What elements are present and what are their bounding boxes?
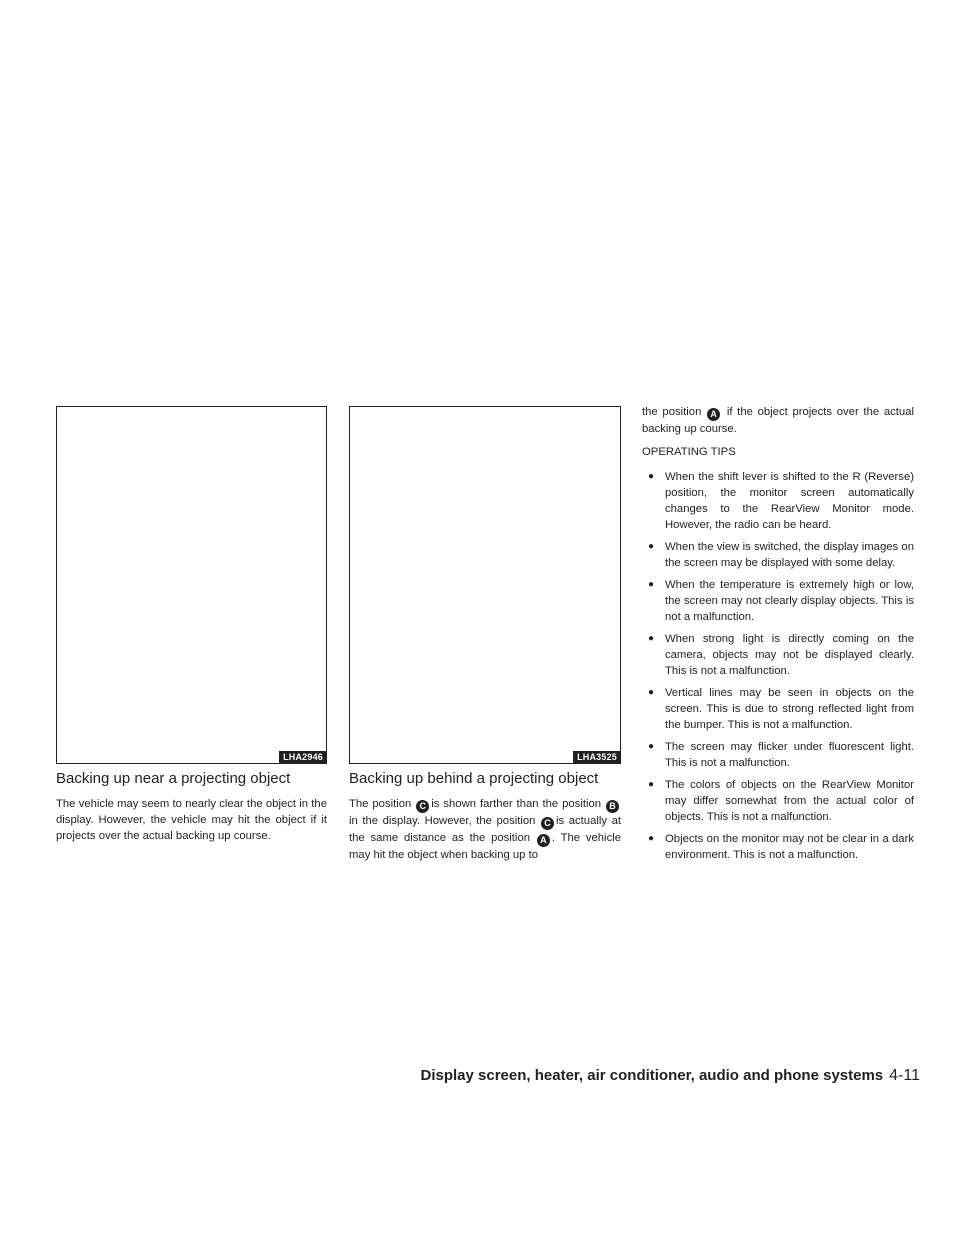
tip-item [642,539,914,571]
middle-paragraph [349,796,621,863]
operating-tips-list [642,469,914,869]
bullet-icon: ● [648,633,655,644]
bullet-icon: ● [648,579,655,590]
tip-text: Objects on the monitor may not be clear in a dark environment. This is not a malfunction. [665,833,914,861]
tip-text: The colors of objects on the RearView Monitor may differ somewhat from the actual color of objects. This is not a malfunction. [665,779,914,823]
bullet-icon: ● [648,687,655,698]
page-number: 4-11 [889,1067,920,1084]
tip-item [642,831,914,863]
figure-lha3525 [349,406,621,764]
text-run: the position [642,406,702,418]
figure-label: LHA3525 [573,751,620,763]
tip-item [642,685,914,733]
text-run: is shown farther than the position [431,798,602,810]
marker-a: A [707,408,720,421]
right-continuation [642,404,914,437]
tip-item [642,777,914,825]
tip-text: When the shift lever is shifted to the R (Reverse) position, the monitor screen automatically changes to the RearView Monitor mode. However, the radio can be heard. [665,471,914,531]
figure-lha2946 [56,406,327,764]
text-run: The position [349,798,412,810]
operating-tips-heading: OPERATING TIPS [642,446,736,458]
middle-heading: Backing up behind a projecting object [349,770,599,787]
bullet-icon: ● [648,471,655,482]
left-heading: Backing up near a projecting object [56,770,291,787]
bullet-icon: ● [648,541,655,552]
tip-text: When the view is switched, the display images on the screen may be displayed with some delay. [665,541,914,569]
bullet-icon: ● [648,741,655,752]
tip-item [642,739,914,771]
tip-item [642,469,914,533]
tip-text: When the temperature is extremely high or low, the screen may not clearly display objects. This is not a malfunction. [665,579,914,623]
bullet-icon: ● [648,779,655,790]
tip-text: When strong light is directly coming on the camera, objects may not be displayed clearly. This is not a malfunction. [665,633,914,677]
figure-label: LHA2946 [279,751,326,763]
text-run: in the display. However, the position [349,815,536,827]
tip-item [642,577,914,625]
page-footer [421,1067,921,1085]
text-run: . The vehicle may hit the object when backing up to [349,832,622,861]
marker-b: B [606,800,619,813]
marker-a: A [537,834,550,847]
marker-c: C [416,800,429,813]
left-paragraph: The vehicle may seem to nearly clear the object in the display. However, the vehicle may hit the object if it projects over the actual backing up course. [56,798,327,842]
tip-item [642,631,914,679]
section-title: Display screen, heater, air conditioner, audio and phone systems [420,1067,884,1084]
bullet-icon: ● [648,833,655,844]
marker-c: C [541,817,554,830]
tip-text: The screen may flicker under fluorescent light. This is not a malfunction. [665,741,914,769]
text-run: if the object projects over the actual backing up course. [642,406,915,435]
text-run: is actually at the same distance as the position [349,815,622,844]
tip-text: Vertical lines may be seen in objects on the screen. This is due to strong reflected light from the bumper. This is not a malfunction. [665,687,914,731]
